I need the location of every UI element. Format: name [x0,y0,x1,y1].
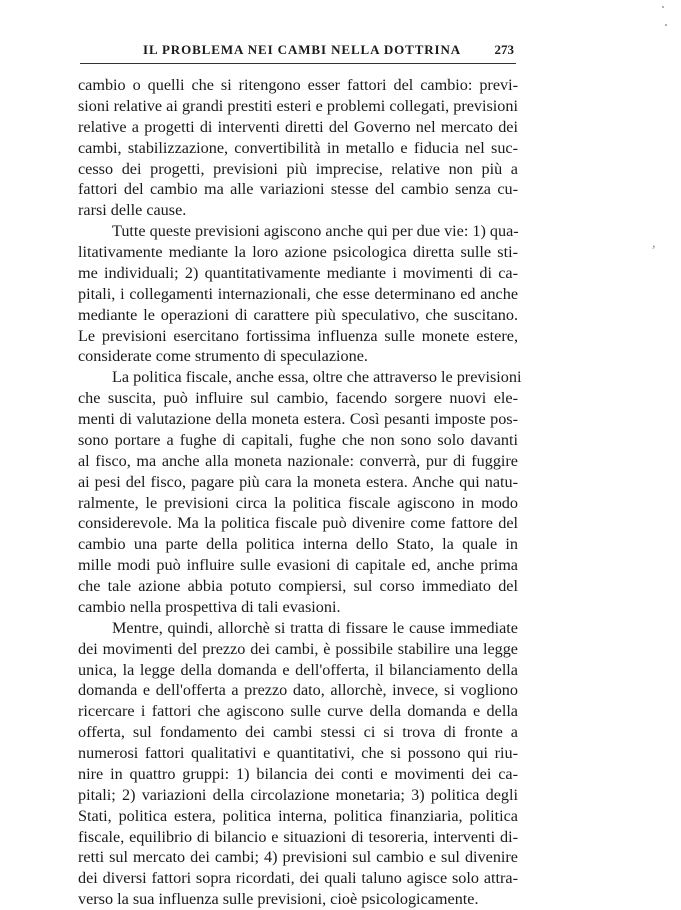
text-line: unica, la legge della domanda e dell'offerta, il bilanciamento della [78,660,518,679]
text-line: sono portare a fughe di capitali, fughe che non sono solo davanti [78,430,518,449]
text-line: pitali; 2) variazioni della circolazione monetaria; 3) politica degli [78,785,518,804]
text-line: cambi, stabilizzazione, convertibilità in metallo e fiducia nel suc- [78,138,518,157]
scan-speck [665,24,667,26]
text-line: al fisco, ma anche alla moneta nazionale: converrà, pur di fuggire [78,451,518,470]
text-line: retti sul mercato dei cambi; 4) previsioni sul cambio e sul divenire [78,848,518,867]
body-text [78,75,522,910]
text-line: me individuali; 2) quantitativamente mediante i movimenti di ca- [78,263,518,282]
text-line: verso la sua influenza sulle previsioni, cioè psicologicamente. [78,890,479,909]
text-line: che suscita, può influire sul cambio, facendo sorgere nuovi ele- [78,389,518,408]
text-line: nire in quattro gruppi: 1) bilancia dei conti e movimenti dei ca- [78,764,518,783]
text-line: domanda e dell'offerta a prezzo dato, allorchè, invece, si vogliono [78,681,518,700]
text-line: pitali, i collegamenti internazionali, che esse determinano ed anche [78,284,518,303]
text-line: che tale azione abbia potuto compiersi, sul corso immediato del [78,577,518,595]
text-line: litativamente mediante la loro azione psicologica diretta sulle sti- [78,243,518,261]
page-number: 273 [494,42,514,57]
text-line: offerta, sul fondamento dei cambi stessi ci si trova di fronte a [78,723,518,742]
text-line: ralmente, le previsioni circa la politica fiscale agiscono in modo [78,493,518,512]
text-line: Tutte queste previsioni agiscono anche qui per due vie: 1) qua- [112,222,519,241]
text-line: ai pesi del fisco, pagare più cara la moneta estera. Anche qui natu- [78,472,518,491]
text-line: considerevole. Ma la politica fiscale può divenire come fattore del [78,514,518,533]
text-line: numerosi fattori qualitativi e quantitativi, che si possono qui riu- [78,744,518,762]
text-line: fiscale, equilibrio di bilancio e situazioni di tesoreria, interventi di- [78,827,518,846]
text-line: cambio o quelli che si ritengono esser fattori del cambio: previ- [78,76,518,94]
text-line: menti di valutazione della moneta estera. Così pesanti imposte pos- [78,410,518,428]
text-line: Stati, politica estera, politica interna, politica finanziaria, politica [78,806,518,825]
text-line: fattori del cambio ma alle variazioni stesse del cambio senza cu- [78,180,518,199]
running-head: IL PROBLEMA NEI CAMBI NELLA DOTTRINA [143,42,462,57]
page-header [80,40,516,62]
margin-mark: , [652,236,656,251]
text-line: relative a progetti di interventi diretti del Governo nel mercato dei [78,117,518,136]
text-line: ricercare i fattori che agiscono sulle curve della domanda e della [78,702,518,721]
text-line: Mentre, quindi, allorchè si tratta di fissare le cause immediate [112,618,518,637]
text-line: rarsi delle cause. [78,201,187,220]
text-line: dei diversi fattori sopra ricordati, dei quali taluno agisce solo attra- [78,869,518,888]
text-line: cambio una parte della politica interna dello Stato, la quale in [78,535,518,554]
text-line: mediante le operazioni di carattere più speculativo, che suscitano. [78,305,518,324]
text-line: cesso dei progetti, previsioni più imprecise, relative non più a [78,159,518,178]
scan-speck [662,6,664,8]
text-line: sioni relative ai grandi prestiti esteri e problemi collegati, previsioni [78,96,518,115]
text-line: cambio nella prospettiva di tali evasioni. [78,597,341,616]
text-line: considerate come strumento di speculazione. [78,347,368,366]
text-line: mille modi può influire sulle evasioni di capitale ed, anche prima [78,556,518,575]
header-rule [80,63,516,64]
text-line: dei movimenti del prezzo dei cambi, è possibile stabilire una legge [78,639,518,658]
text-line: Le previsioni esercitano fortissima influenza sulle monete estere, [78,326,518,345]
text-line: La politica fiscale, anche essa, oltre che attraverso le previsioni [112,368,522,387]
